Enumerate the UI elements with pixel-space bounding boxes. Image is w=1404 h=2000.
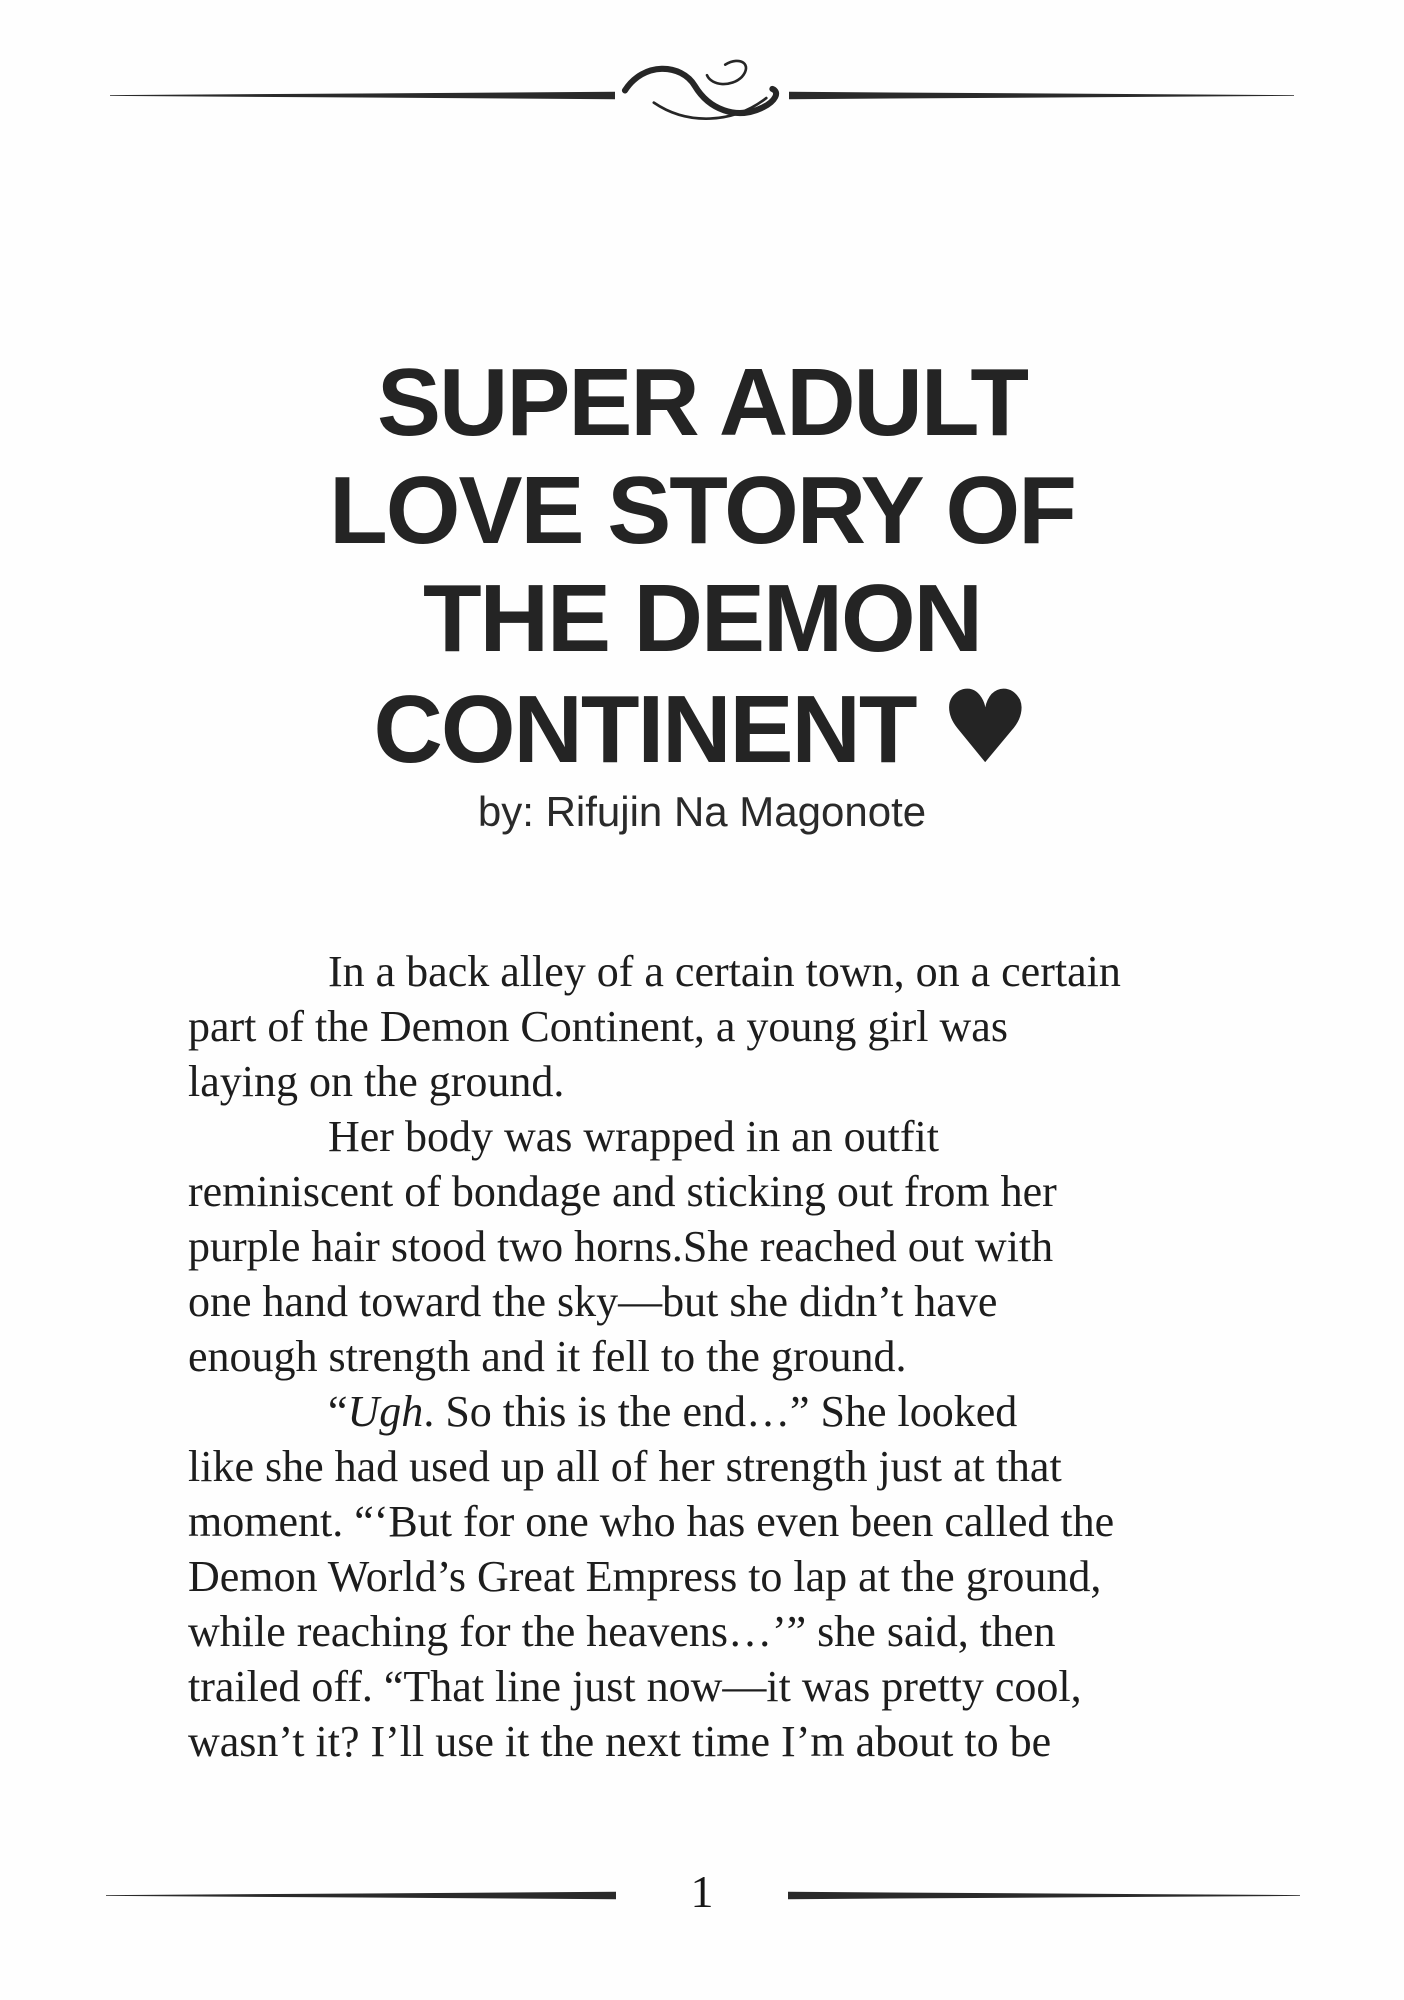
heart-icon: ♥ xyxy=(940,668,1031,786)
divider-line-left xyxy=(110,91,615,100)
body-line: enough strength and it fell to the ground. xyxy=(188,1332,907,1381)
body-text xyxy=(188,944,1248,1769)
body-line: one hand toward the sky—but she didn’t have xyxy=(188,1277,998,1326)
title-line-2: LOVE STORY OF xyxy=(329,457,1075,564)
body-line: part of the Demon Continent, a young girl was xyxy=(188,1002,1008,1051)
title-line-4 xyxy=(0,668,1404,786)
divider-line-right xyxy=(789,91,1294,100)
body-line: like she had used up all of her strength just at that xyxy=(188,1442,1062,1491)
divider-flourish-icon xyxy=(598,54,813,130)
title-line-3: THE DEMON xyxy=(423,565,981,672)
paragraph xyxy=(188,1384,1248,1769)
page-number: 1 xyxy=(690,1866,714,1917)
page-title xyxy=(0,349,1404,837)
paragraph xyxy=(188,944,1248,1109)
byline: by: Rifujin Na Magonote xyxy=(477,788,927,835)
body-line: purple hair stood two horns.She reached out with xyxy=(188,1222,1054,1271)
body-line: In a back alley of a certain town, on a certain xyxy=(328,947,1121,996)
body-line: Her body was wrapped in an outfit xyxy=(328,1112,939,1161)
body-line: moment. “‘But for one who has even been called the xyxy=(188,1497,1115,1546)
body-line: “Ugh. So this is the end…” She looked xyxy=(328,1387,1018,1436)
body-line: reminiscent of bondage and sticking out from her xyxy=(188,1167,1057,1216)
body-line: trailed off. “That line just now—it was pretty cool, xyxy=(188,1662,1082,1711)
body-line: wasn’t it? I’ll use it the next time I’m about to be xyxy=(188,1717,1052,1766)
paragraph xyxy=(188,1109,1248,1384)
body-line: while reaching for the heavens…’” she said, then xyxy=(188,1607,1056,1656)
title-line-4-text: CONTINENT xyxy=(373,676,916,783)
title-line-1: SUPER ADULT xyxy=(377,349,1027,456)
body-line: Demon World’s Great Empress to lap at the ground, xyxy=(188,1552,1102,1601)
body-line: laying on the ground. xyxy=(188,1057,565,1106)
